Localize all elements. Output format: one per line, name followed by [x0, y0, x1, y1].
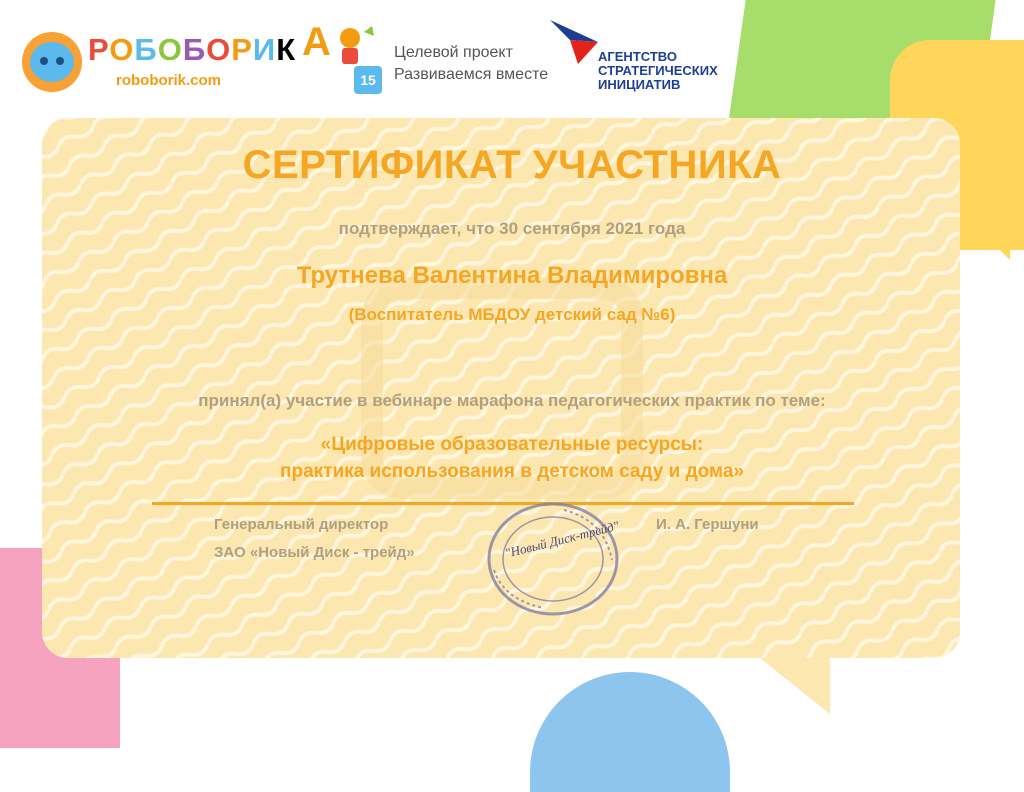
roboborik-wordmark: РОБОБОРИК	[88, 32, 297, 67]
topic-line-2: практика использования в детском саду и дома»	[280, 461, 744, 482]
signatory-title: Генеральный директор	[214, 516, 389, 533]
confirm-date-text: подтверждает, что 30 сентября 2021 года	[338, 219, 686, 238]
stamp-text: "Новый Диск-трейд"	[503, 517, 621, 561]
certificate-title: СЕРТИФИКАТ УЧАСТНИКА	[242, 143, 782, 187]
blue-bubble-decoration	[530, 672, 730, 792]
signatory-name: И. А. Гершуни	[656, 516, 759, 533]
robot-eye-icon	[56, 57, 64, 65]
roboborik-logo	[22, 30, 302, 96]
participant-name: Трутнева Валентина Владимировна	[296, 262, 728, 289]
asi-arrow-icon	[548, 18, 600, 66]
asi-wordmark: АГЕНТСТВО СТРАТЕГИЧЕСКИХ ИНИЦИАТИВ	[598, 49, 718, 92]
project-line-1: Целевой проект	[394, 44, 513, 61]
asi-logo	[548, 18, 738, 98]
project-line-2: Развиваемся вместе	[394, 66, 549, 83]
robot-icon	[22, 32, 82, 92]
child-figure-icon	[330, 24, 380, 68]
project-logo	[302, 20, 562, 100]
roboborik-site: roboborik.com	[116, 72, 222, 89]
company-stamp	[484, 500, 622, 618]
participant-position: (Воспитатель МБДОУ детский сад №6)	[348, 305, 676, 324]
panel-tail	[760, 658, 830, 714]
number-cube-icon: 15	[354, 66, 382, 94]
stamp-seal-icon	[484, 500, 622, 618]
topic-line-1: «Цифровые образовательные ресурсы:	[320, 434, 704, 455]
participation-text: принял(а) участие в вебинаре марафона педагогических практик по теме:	[198, 391, 826, 410]
robot-eye-icon	[40, 57, 48, 65]
project-letters-icon: А	[302, 20, 331, 64]
signatory-organization: ЗАО «Новый Диск - трейд»	[214, 544, 415, 561]
